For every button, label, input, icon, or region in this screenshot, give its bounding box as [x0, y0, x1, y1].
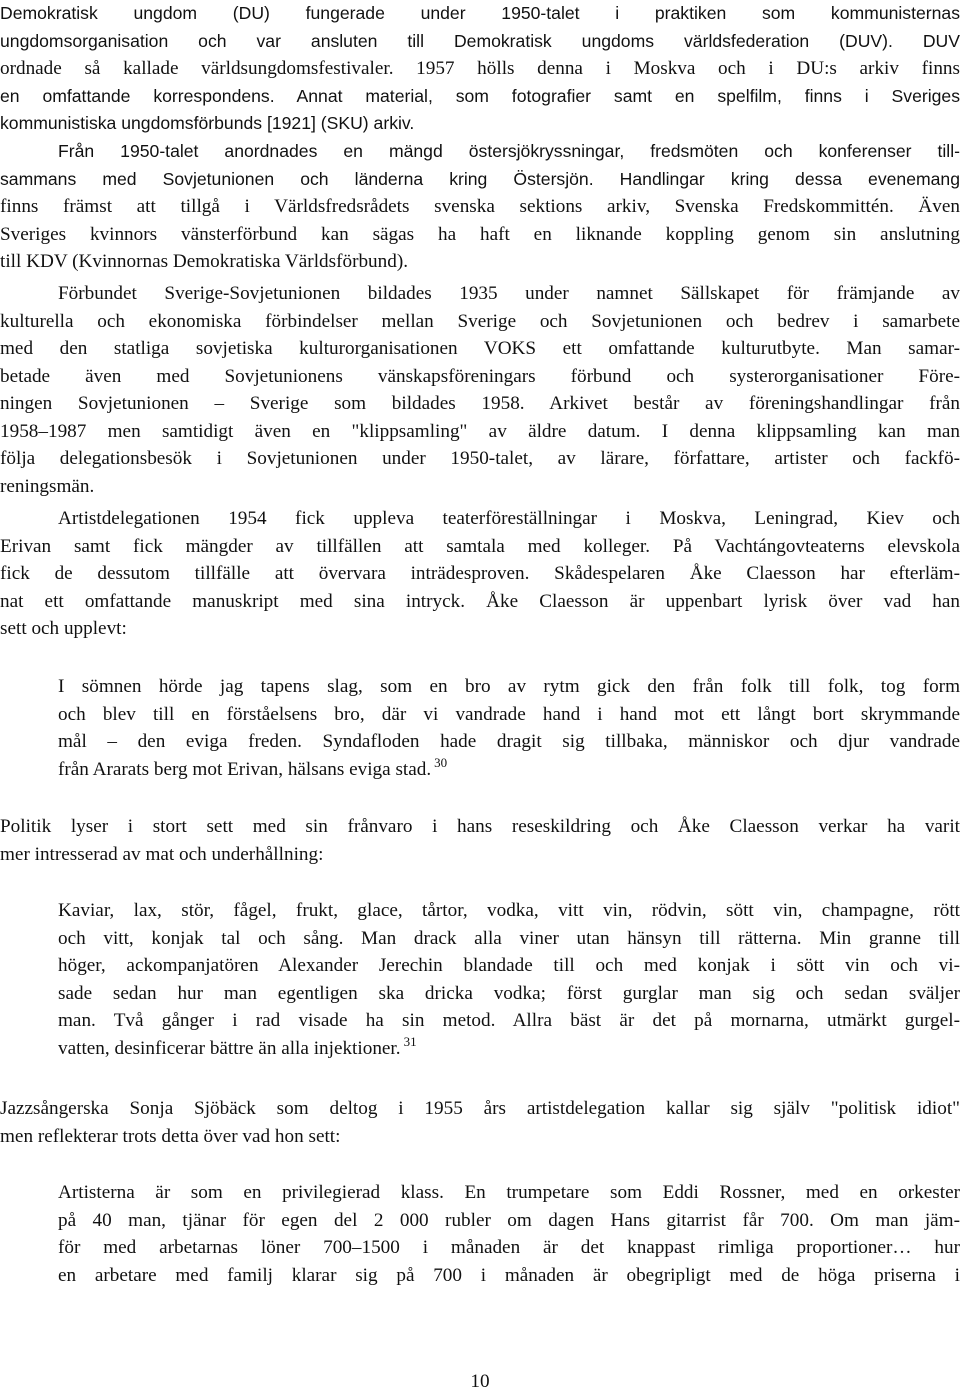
text-line: mer intresserad av mat och underhållning: — [0, 843, 324, 865]
block-quote-claesson-1 — [58, 673, 960, 783]
block-quote-sjoback — [58, 1179, 960, 1289]
footnote-marker: 30 — [434, 754, 448, 770]
text-line: mål – den eviga freden. Syndafloden hade dragit sig tillbaka, människor och djur vandrade — [58, 731, 960, 752]
page-number: 10 — [470, 1371, 490, 1392]
text-line: en omfattande korrespondens. Annat material, som fotografier samt en spelfilm, finns i Sveriges — [0, 85, 960, 106]
text-line: till KDV (Kvinnornas Demokratiska Världsförbund). — [0, 251, 409, 272]
block-quote-claesson-2 — [58, 897, 960, 1062]
text-line: nat ett omfattande manuskript med sina intryck. Åke Claesson är uppenbart lyrisk över vad han — [0, 590, 960, 612]
text-line: Jazzsångerska Sonja Sjöbäck som deltog i 1955 års artistdelegation kallar sig själv "politisk idiot" — [0, 1098, 960, 1119]
text-line: Artisterna är som en privilegierad klass. En trumpetare som Eddi Rossner, med en orkester — [58, 1182, 960, 1203]
text-line: Sveriges kvinnors vänsterförbund kan sägas ha haft en liknande koppling genom sin anslutning — [0, 223, 960, 245]
text-line: med den statliga sovjetiska kulturorganisationen VOKS ett omfattande kulturutbyte. Man samar- — [0, 338, 960, 359]
text-line: ungdomsorganisation och var ansluten till Demokratisk ungdoms världsfederation (DUV). DUV — [0, 30, 960, 51]
text-line: men reflekterar trots detta över vad hon sett: — [0, 1125, 341, 1147]
text-line: och blev till en förståelsens bro, där vi vandrade hand i hand mot ett långt bort skrymmande — [58, 703, 960, 725]
text-line: Demokratisk ungdom (DU) fungerade under 1950-talet i praktiken som kommunisternas — [0, 3, 960, 23]
text-line: fick de dessutom tillfälle att övervara inträdesproven. Skådespelaren Åke Claesson har efterläm- — [0, 563, 960, 584]
text-line: sammans med Sovjetunionen och länderna kring Östersjön. Handlingar kring dessa evenemang — [0, 168, 960, 189]
text-line: och vitt, konjak tal och sång. Man drack alla viner utan hänsyn till rätterna. Min granne till — [58, 927, 960, 949]
paragraph-forbundet — [0, 280, 960, 500]
text-line: höger, ackompanjatören Alexander Jerechin blandade till och med konjak i sött vin och vi- — [58, 955, 960, 976]
text-line: Från 1950-talet anordnades en mängd östersjökryssningar, fredsmöten och konferenser till- — [58, 141, 960, 161]
text-line: Artistdelegationen 1954 fick uppleva teaterföreställningar i Moskva, Leningrad, Kiev och — [58, 508, 960, 529]
text-line: följa delegationsbesök i Sovjetunionen under 1950-talet, av lärare, författare, artister och fackfö- — [0, 448, 960, 469]
text-line: från Ararats berg mot Erivan, hälsans eviga stad. — [58, 758, 432, 780]
text-line: kulturella och ekonomiska förbindelser mellan Sverige och Sovjetunionen och bedrev i samarbete — [0, 310, 960, 332]
text-line: I sömnen hörde jag tapens slag, som en bro av rytm gick den från folk till folk, tog form — [58, 676, 960, 697]
text-line: finns främst att tillgå i Världsfredsrådets svenska sektions arkiv, Svenska Fredskommittén. Även — [0, 196, 960, 217]
text-line: Förbundet Sverige-Sovjetunionen bildades 1935 under namnet Sällskapet för främjande av — [58, 283, 960, 304]
text-line: ordnade så kallade världsungdomsfestivaler. 1957 hölls denna i Moskva och i DU:s arkiv finns — [0, 58, 960, 79]
text-line: man. Två gånger i rad visade ha sin metod. Allra bäst är det på mornarna, utmärkt gurgel- — [58, 1010, 960, 1031]
footnote-marker: 31 — [403, 1033, 417, 1049]
text-line: reningsmän. — [0, 475, 95, 497]
text-line: på 40 man, tjänar för egen del 2 000 rubler om dagen Hans gitarrist får 700. Om man jäm- — [58, 1209, 960, 1231]
text-line: ningen Sovjetunionen – Sverige som bildades 1958. Arkivet består av föreningshandlingar från — [0, 393, 960, 414]
paragraph-artistdelegationen — [0, 505, 960, 643]
text-line: sade sedan hur man egentligen ska dricka vodka; först gurglar man sig och sedan sväljer — [58, 982, 960, 1004]
text-line: sett och upplevt: — [0, 618, 127, 639]
text-line: Kaviar, lax, stör, fågel, frukt, glace, tårtor, vodka, vitt vin, rödvin, sött vin, champagne, rött — [58, 900, 960, 921]
paragraph-sjoback — [0, 1095, 960, 1150]
text-line: vatten, desinficerar bättre än alla injektioner. — [58, 1037, 401, 1059]
text-line: för med arbetarnas löner 700–1500 i månaden är det knappast rimliga proportioner… hur — [58, 1237, 960, 1258]
paragraph-ostersjo — [0, 138, 960, 276]
text-line: en arbetare med familj klarar sig på 700 i månaden är obegripligt med de höga priserna i — [58, 1264, 960, 1286]
paragraph-politik — [0, 813, 960, 868]
paragraph-du — [0, 0, 960, 138]
text-line: betade även med Sovjetunionens vänskapsföreningars förbund och systerorganisationer Före- — [0, 365, 960, 387]
text-line: Erivan samt fick mängder av tillfällen att samtala med kolleger. På Vachtángovteaterns elevskola — [0, 535, 960, 557]
text-line: kommunistiska ungdomsförbunds [1921] (SKU) arkiv. — [0, 113, 415, 133]
text-line: 1958–1987 men samtidigt även en "klippsamling" av äldre datum. I denna klippsamling kan man — [0, 420, 960, 442]
text-line: Politik lyser i stort sett med sin frånvaro i hans reseskildring och Åke Claesson verkar ha varit — [0, 816, 960, 837]
